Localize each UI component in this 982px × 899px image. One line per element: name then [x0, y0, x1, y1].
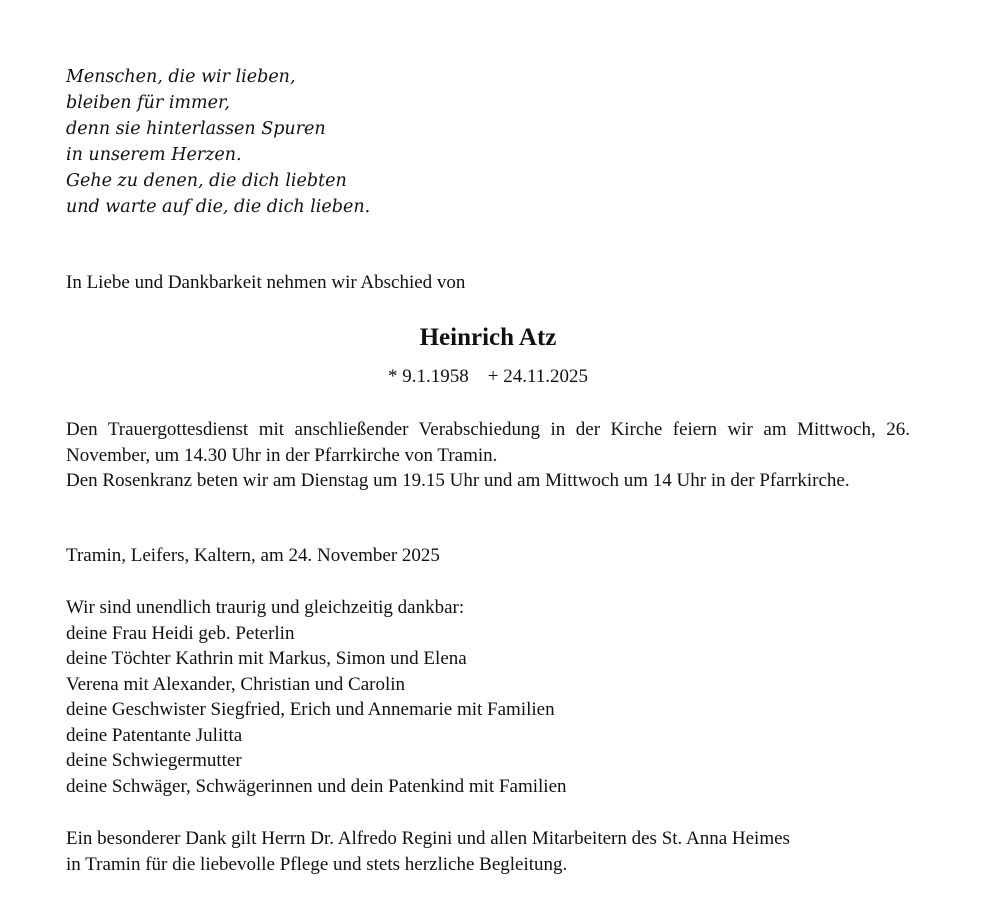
poem-line: und warte auf die, die dich lieben. — [66, 197, 371, 217]
mourner-line: Verena mit Alexander, Christian und Carolin — [66, 673, 406, 695]
place-and-date: Tramin, Leifers, Kaltern, am 24. November 2025 — [66, 545, 440, 566]
rosary-paragraph: Den Rosenkranz beten wir am Dienstag um 19.15 Uhr und am Mittwoch um 14 Uhr in der Pfarrkirche. — [66, 470, 850, 491]
funeral-service-paragraph: Den Trauergottesdienst mit anschließender Verabschiedung in der Kirche feiern wir am Mittwoch, 26. November, um 14.30 Uhr in der Pfarrkirche von Tramin. — [66, 419, 910, 466]
mourner-line: deine Patentante Julitta — [66, 724, 243, 746]
mourners-list — [66, 595, 567, 799]
mourner-line: deine Frau Heidi geb. Peterlin — [66, 622, 295, 644]
poem-line: Menschen, die wir lieben, — [66, 67, 296, 87]
life-dates — [66, 365, 910, 389]
acknowledgement-line: in Tramin für die liebevolle Pflege und stets herzliche Begleitung. — [66, 853, 568, 875]
poem-line: bleiben für immer, — [66, 93, 230, 113]
poem-line: in unserem Herzen. — [66, 145, 242, 165]
acknowledgement-line: Ein besonderer Dank gilt Herrn Dr. Alfredo Regini und allen Mitarbeitern des St. Anna Heimes — [66, 828, 790, 849]
birth-date: * 9.1.1958 — [387, 366, 469, 387]
mourner-line: deine Geschwister Siegfried, Erich und Annemarie mit Familien — [66, 699, 555, 720]
acknowledgement — [66, 826, 790, 877]
farewell-intro: In Liebe und Dankbarkeit nehmen wir Abschied von — [66, 272, 466, 293]
mourner-line: deine Schwäger, Schwägerinnen und dein Patenkind mit Familien — [66, 775, 567, 797]
mourner-line: deine Schwiegermutter — [66, 750, 242, 771]
deceased-name: Heinrich Atz — [419, 324, 557, 351]
mourner-line: deine Töchter Kathrin mit Markus, Simon und Elena — [66, 648, 467, 669]
service-details — [66, 417, 910, 494]
poem-line: Gehe zu denen, die dich liebten — [66, 171, 347, 191]
death-date: + 24.11.2025 — [487, 366, 588, 387]
poem-line: denn sie hinterlassen Spuren — [66, 119, 326, 139]
memorial-poem — [66, 64, 370, 220]
mourners-intro: Wir sind unendlich traurig und gleichzeitig dankbar: — [66, 597, 465, 618]
